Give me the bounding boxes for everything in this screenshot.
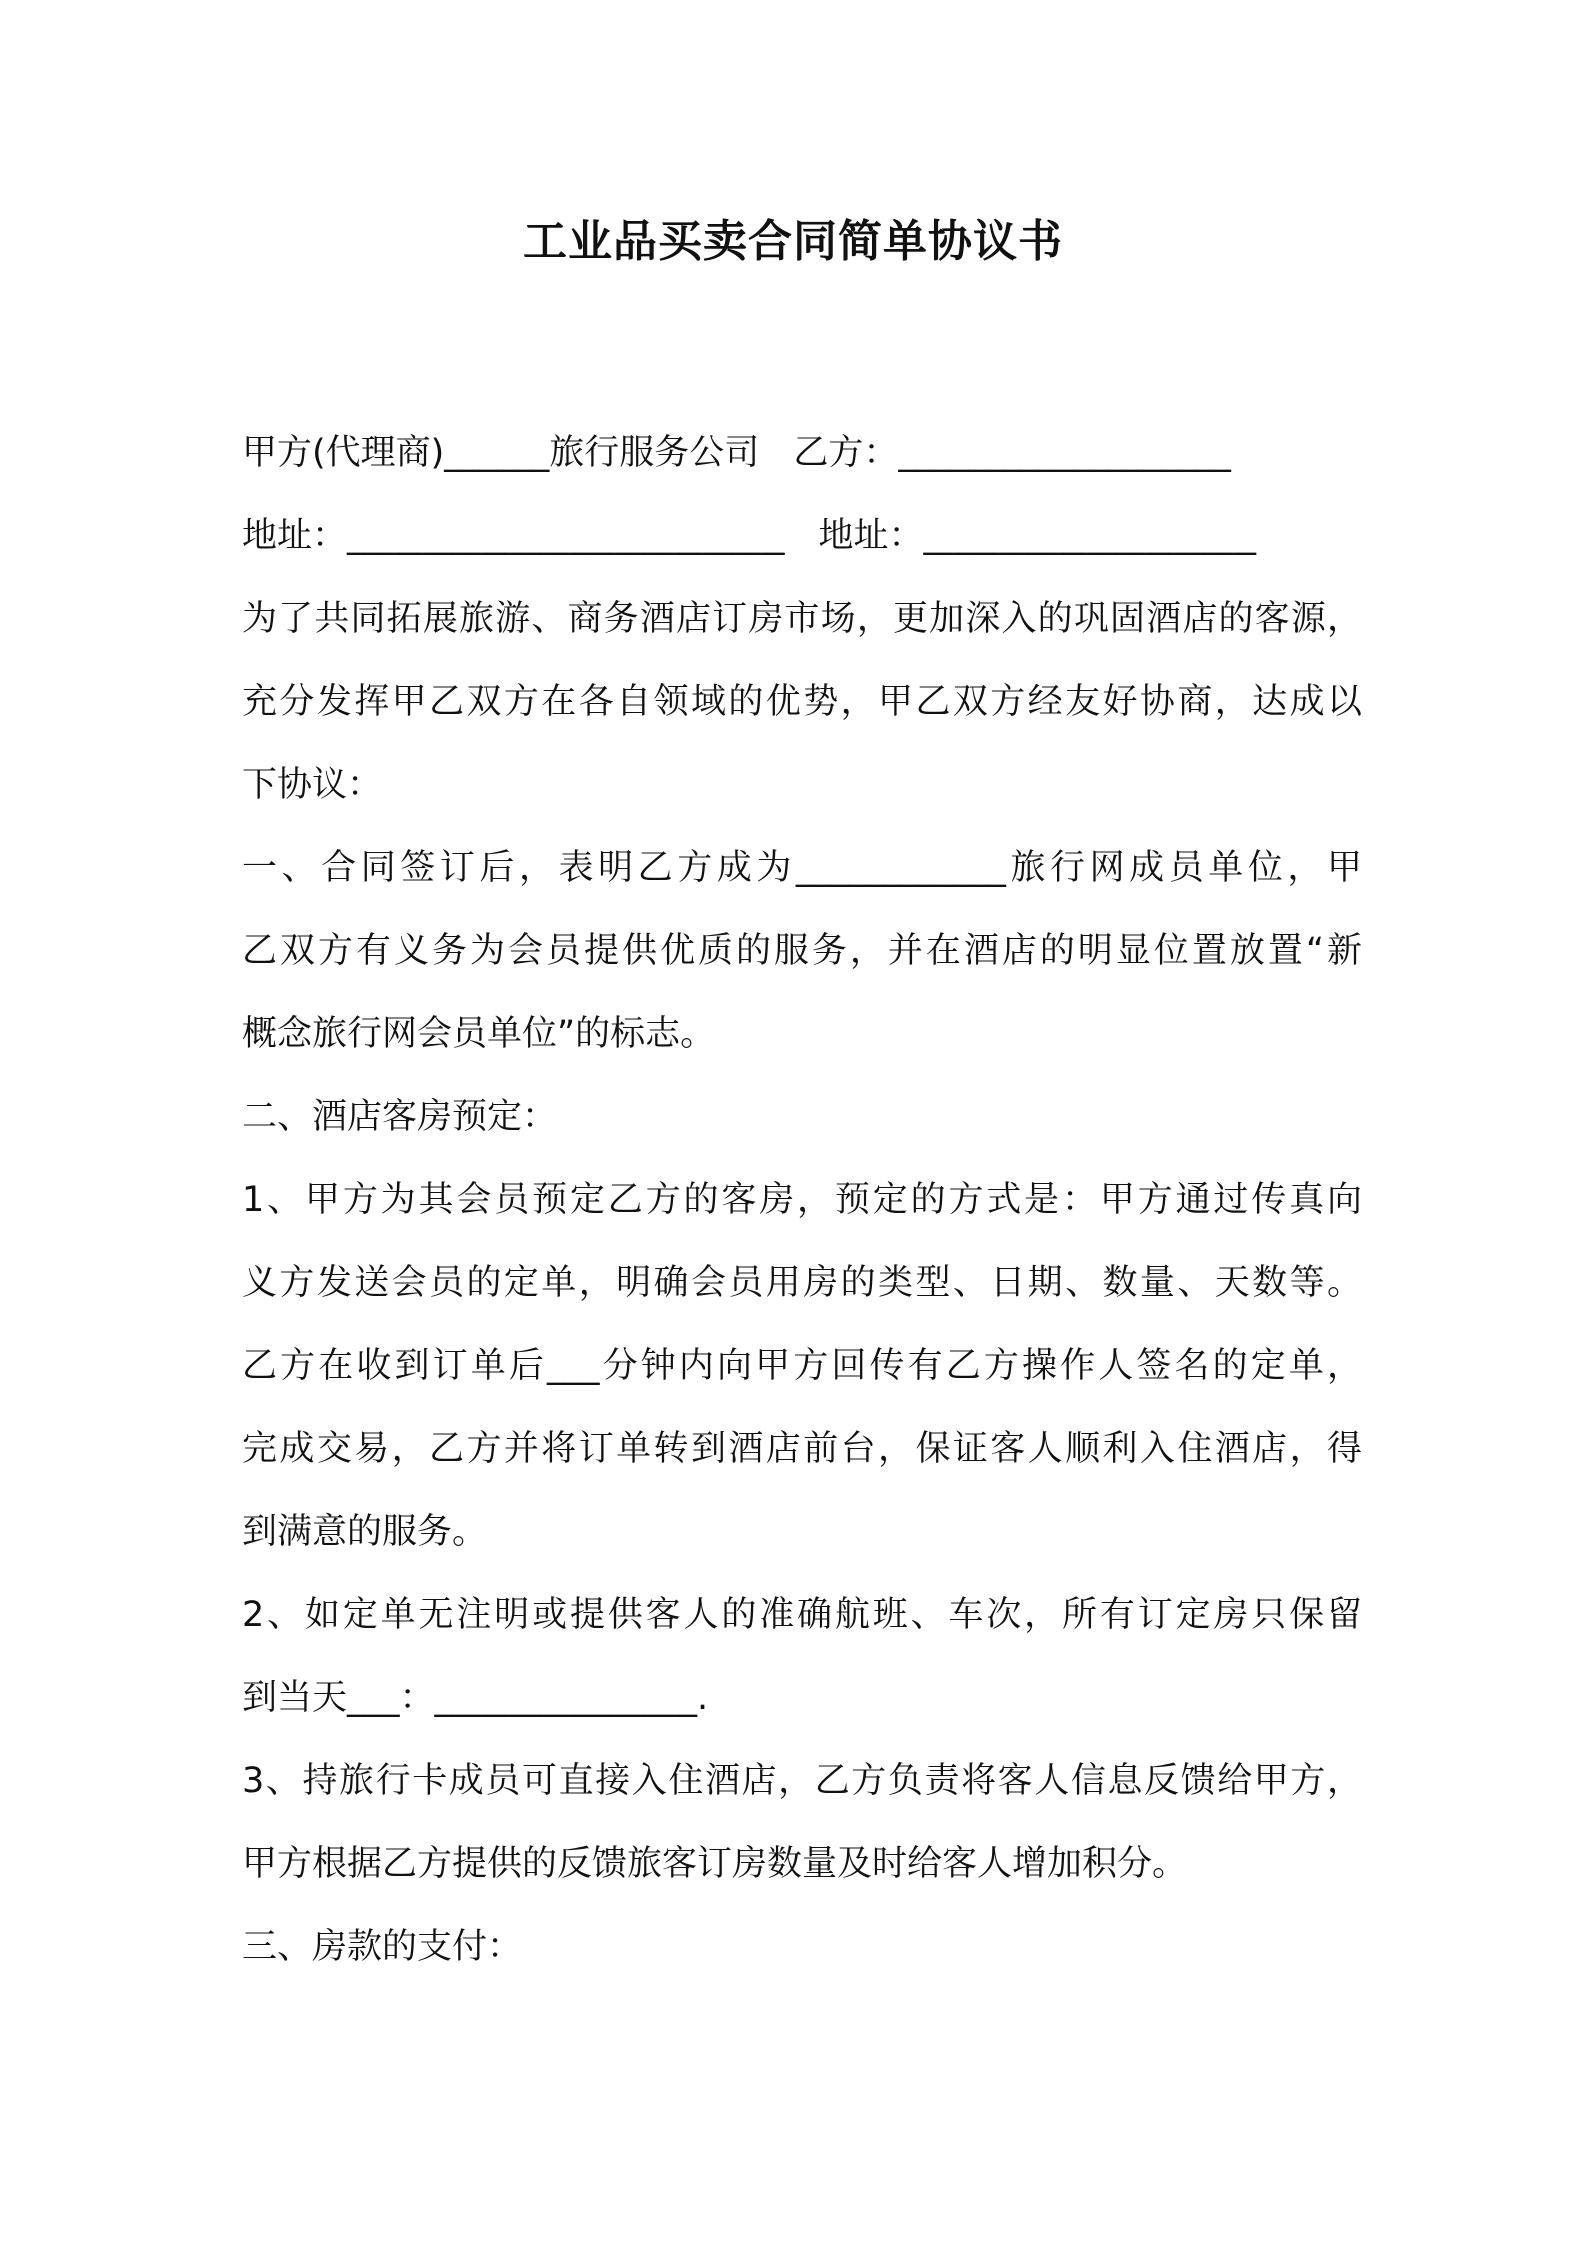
- party-b-field: 乙方：___________________: [793, 433, 1231, 473]
- party-a-field: 甲方(代理商)______旅行服务公司: [242, 433, 760, 473]
- text-line: 充分发挥甲乙双方在各自领域的优势，甲乙双方经友好协商，达成以: [242, 682, 1362, 722]
- text-line: 完成交易，乙方并将订单转到酒店前台，保证客人顺利入住酒店，得: [242, 1429, 1362, 1469]
- text-line: 乙方在收到订单后___分钟内向甲方回传有乙方操作人签名的定单，: [242, 1346, 1362, 1386]
- text-line: 到当天___：_______________.: [242, 1678, 709, 1718]
- text-line: 义方发送会员的定单，明确会员用房的类型、日期、数量、天数等。: [242, 1263, 1362, 1303]
- text-line: 甲方根据乙方提供的反馈旅客订房数量及时给客人增加积分。: [242, 1844, 1188, 1884]
- document-title: 工业品买卖合同简单协议书: [523, 216, 1063, 267]
- text-line: 下协议：: [242, 765, 383, 805]
- header-party-line: [242, 412, 1362, 495]
- text-line: 概念旅行网会员单位”的标志。: [242, 1014, 716, 1054]
- header-address-line: [242, 495, 1362, 578]
- text-line: 到满意的服务。: [242, 1512, 488, 1552]
- party-b-address-field: 地址：___________________: [818, 516, 1257, 556]
- party-a-address-field: 地址：_________________________: [242, 516, 785, 556]
- text-line: 3、持旅行卡成员可直接入住酒店，乙方负责将客人信息反馈给甲方，: [242, 1761, 1362, 1801]
- text-line: 1、甲方为其会员预定乙方的客房，预定的方式是：甲方通过传真向: [242, 1180, 1362, 1220]
- clause-3-heading: 三、房款的支付：: [242, 1927, 523, 1967]
- text-line: 2、如定单无注明或提供客人的准确航班、车次，所有订定房只保留: [242, 1595, 1362, 1635]
- clause-2-heading: 二、酒店客房预定：: [242, 1097, 558, 1137]
- document-body: [242, 412, 1362, 1989]
- text-line: 为了共同拓展旅游、商务酒店订房市场，更加深入的巩固酒店的客源，: [242, 599, 1362, 639]
- text-line: 乙双方有义务为会员提供优质的服务，并在酒店的明显位置放置“新: [242, 931, 1362, 971]
- clause-1-heading: 一、合同签订后，表明乙方成为____________旅行网成员单位，甲: [242, 848, 1362, 888]
